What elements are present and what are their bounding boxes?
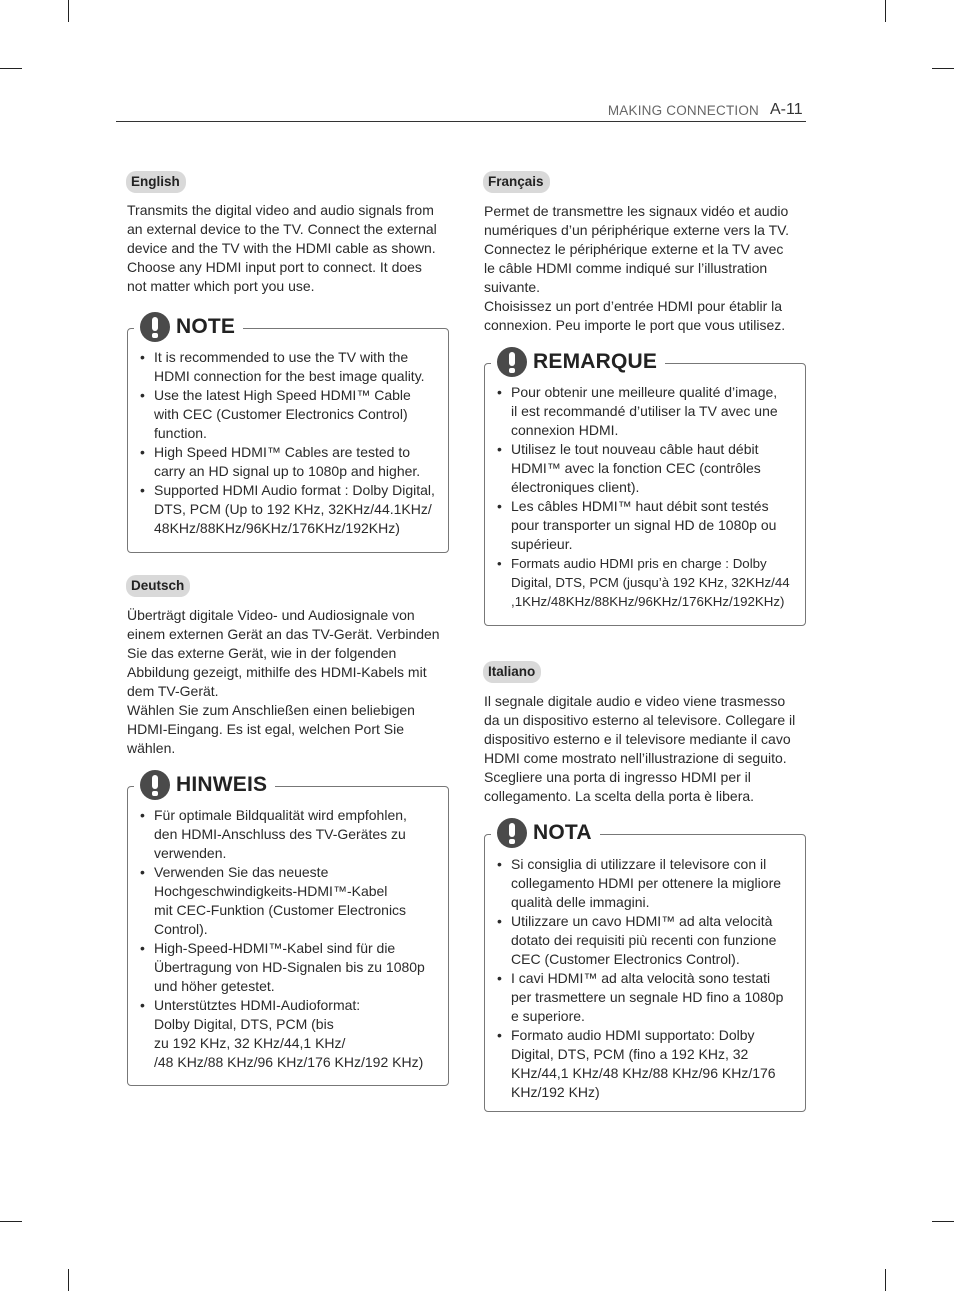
note-header-francais — [491, 347, 665, 377]
page-number: A-11 — [770, 101, 803, 118]
crop-mark — [68, 1269, 69, 1291]
note-list-english — [138, 348, 443, 538]
lang-badge-deutsch: Deutsch — [126, 575, 190, 597]
deutsch-text: Überträgt digitale Video- und Audiosignale von einem externen Gerät an das TV-Gerät. Verbinden Sie das externe Gerät, wie in der folgenden Abbildung gezeigt, mithilfe des HDMI-Kabels mit dem TV-Gerät. Wählen Sie zum Anschließen einen beliebigen HDMI-Eingang. Es ist egal, welchen Port Sie wählen. — [127, 607, 440, 756]
list-item: • Utilizzare un cavo HDMI™ ad alta velocità dotato dei requisiti più recenti con funzione CEC (Customer Electronics Control). — [495, 912, 800, 969]
crop-mark — [0, 68, 22, 69]
note-header-english — [134, 312, 243, 342]
list-item: • Pour obtenir une meilleure qualité d’image, il est recommandé d’utiliser la TV avec une connexion HDMI. — [495, 383, 800, 440]
list-item: • Verwenden Sie das neueste Hochgeschwindigkeits-HDMI™-Kabel mit CEC-Funktion (Customer Electronics Control). — [138, 863, 443, 939]
list-item: • Unterstütztes HDMI-Audioformat: Dolby Digital, DTS, PCM (bis zu 192 KHz, 32 KHz/44,1 KHz/ /48 KHz/88 KHz/96 KHz/176 KHz/192 KHz) — [138, 996, 443, 1072]
list-item: • Formats audio HDMI pris en charge : Dolby Digital, DTS, PCM (jusqu’à 192 KHz, 32KHz/44 ,1KHz/48KHz/88KHz/96KHz/176KHz/192KHz) — [495, 554, 800, 611]
lang-badge-francais: Français — [483, 171, 550, 193]
lang-badge-english: English — [126, 171, 186, 193]
list-item: • It is recommended to use the TV with the HDMI connection for the best image quality. — [138, 348, 443, 386]
exclamation-icon — [140, 770, 170, 800]
list-item: • Formato audio HDMI supportato: Dolby Digital, DTS, PCM (fino a 192 KHz, 32 KHz/44,1 KHz/48 KHz/88 KHz/96 KHz/176 KHz/192 KHz) — [495, 1026, 800, 1102]
note-title: NOTE — [176, 315, 236, 338]
note-header-deutsch — [134, 770, 275, 800]
crop-mark — [0, 1221, 22, 1222]
list-item: • Für optimale Bildqualität wird empfohlen, den HDMI-Anschluss des TV-Gerätes zu verwenden. — [138, 806, 443, 863]
list-item: • Use the latest High Speed HDMI™ Cable with CEC (Customer Electronics Control) function. — [138, 386, 443, 443]
list-item: • High-Speed-HDMI™-Kabel sind für die Übertragung von HD-Signalen bis zu 1080p und höher getestet. — [138, 939, 443, 996]
note-title: NOTA — [533, 821, 592, 844]
crop-mark — [68, 0, 69, 22]
note-title: HINWEIS — [176, 773, 268, 796]
list-item: • Les câbles HDMI™ haut débit sont testés pour transporter un signal HD de 1080p ou supérieur. — [495, 497, 800, 554]
english-text: Transmits the digital video and audio signals from an external device to the TV. Connect the external device and the TV with the HDMI cable as shown. Choose any HDMI input port to connect. It does not matter which port you use. — [127, 202, 437, 294]
crop-mark — [932, 1221, 954, 1222]
list-item: • I cavi HDMI™ ad alta velocità sono testati per trasmettere un segnale HD fino a 1080p e superiore. — [495, 969, 800, 1026]
crop-mark — [932, 68, 954, 69]
list-item: • High Speed HDMI™ Cables are tested to carry an HD signal up to 1080p and higher. — [138, 443, 443, 481]
exclamation-icon — [140, 312, 170, 342]
italiano-text: Il segnale digitale audio e video viene trasmesso da un dispositivo esterno al televisore. Collegare il dispositivo esterno e il televisore mediante il cavo HDMI come mostrato nell’illustrazione di seguito. Scegliere una porta di ingresso HDMI per il collegamento. La scelta della porta è libera. — [484, 693, 796, 804]
header-divider — [116, 121, 806, 122]
list-item: • Supported HDMI Audio format : Dolby Digital, DTS, PCM (Up to 192 KHz, 32KHz/44.1KHz/ 48KHz/88KHz/96KHz/176KHz/192KHz) — [138, 481, 443, 538]
crop-mark — [885, 0, 886, 22]
exclamation-icon — [497, 347, 527, 377]
list-item: • Si consiglia di utilizzare il televisore con il collegamento HDMI per ottenere la migliore qualità delle immagini. — [495, 855, 800, 912]
crop-mark — [885, 1269, 886, 1291]
note-title: REMARQUE — [533, 350, 658, 373]
note-list-deutsch — [138, 806, 443, 1072]
list-item: • Utilisez le tout nouveau câble haut débit HDMI™ avec la fonction CEC (contrôles électroniques client). — [495, 440, 800, 497]
lang-badge-italiano: Italiano — [483, 661, 541, 683]
note-list-francais — [495, 383, 800, 611]
note-list-italiano — [495, 855, 800, 1102]
section-title: MAKING CONNECTION — [607, 103, 759, 118]
note-header-italiano — [491, 818, 600, 848]
exclamation-icon — [497, 818, 527, 848]
francais-text: Permet de transmettre les signaux vidéo et audio numériques d’un périphérique externe vers la TV. Connectez le périphérique externe et la TV avec le câble HDMI comme indiqué sur l’illustration suivante. Choisissez un port d’entrée HDMI pour établir la connexion. Peu importe le port que vous utilisez. — [484, 203, 790, 333]
